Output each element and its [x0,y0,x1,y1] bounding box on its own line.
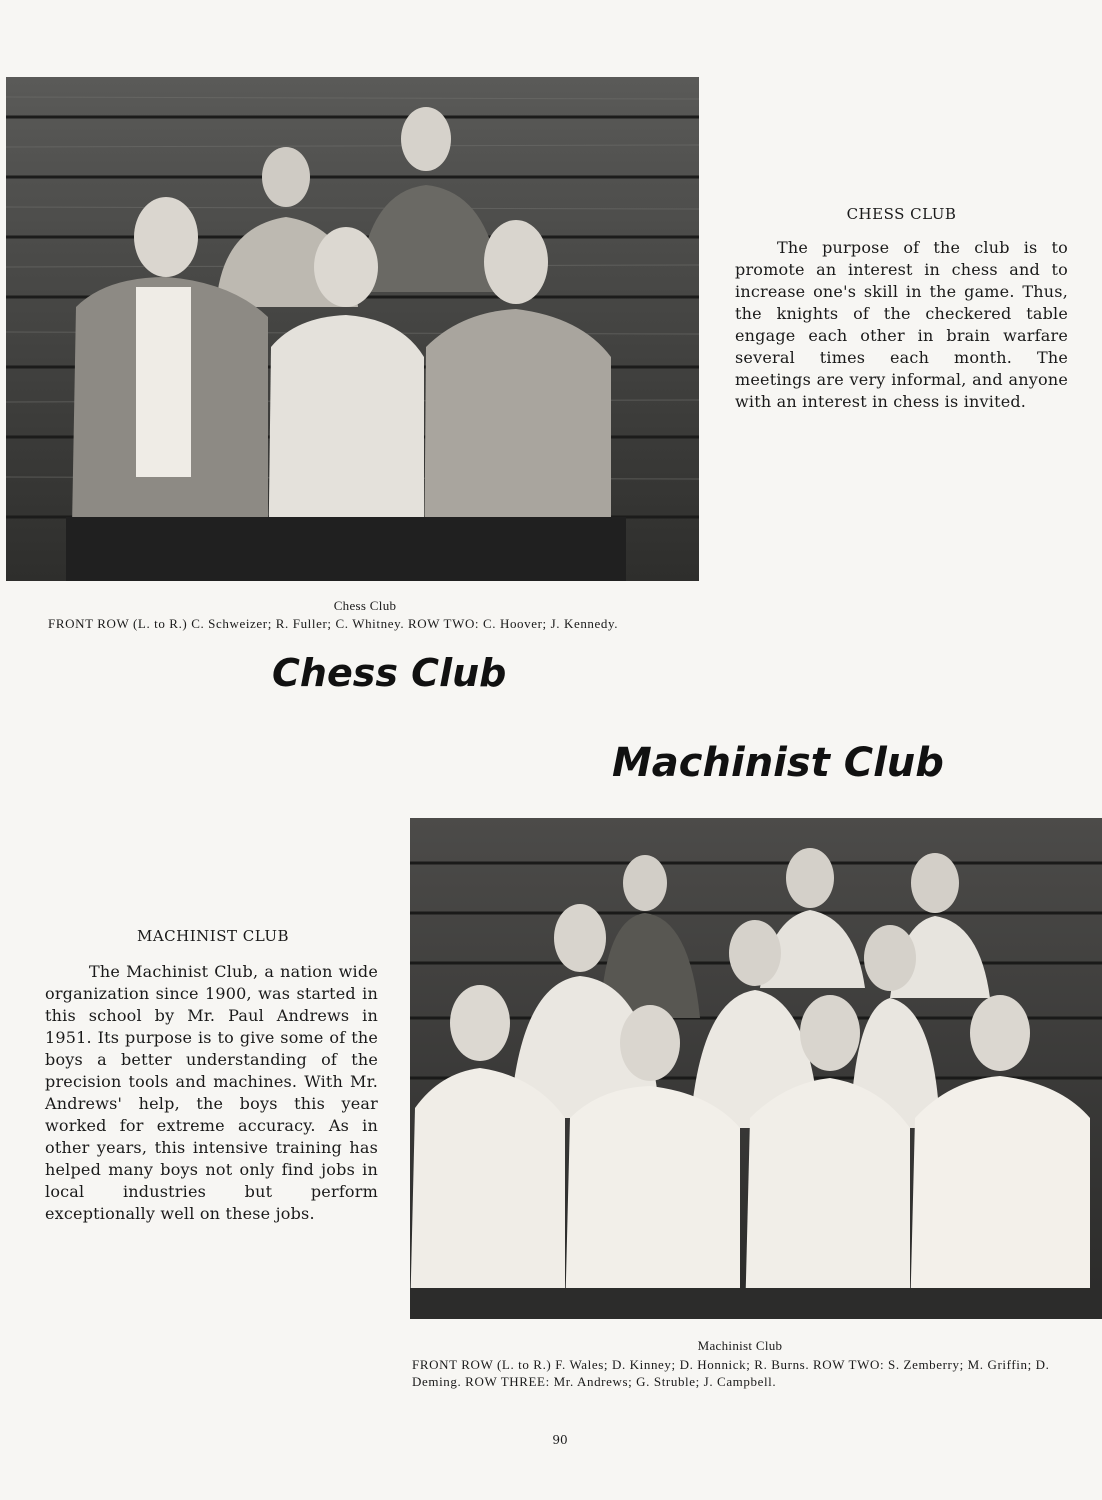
chess-club-photo [6,77,699,581]
machinist-club-photo [410,818,1102,1319]
machinist-club-description: The Machinist Club, a nation wide organization since 1900, was started in this school by Mr. Paul Andrews in 1951. Its purpose is to give some of the boys a better understanding of the precision tools and machines. With Mr. Andrews' help, the boys this year worked for extreme accuracy. As in other years, this intensive training has helped many boys not only find jobs in local industries but perform exceptionally well on these jobs. [45,962,378,1223]
machinist-photo-caption-title: Machinist Club [697,1338,783,1353]
chess-photo-caption-title: Chess Club [333,598,397,613]
chess-photo-caption-names: FRONT ROW (L. to R.) C. Schweizer; R. Fuller; C. Whitney. ROW TWO: C. Hoover; J. Kennedy. [48,616,619,631]
chess-club-description: The purpose of the club is to promote an interest in chess and to increase one's skill in the game. Thus, the knights of the checkered table engage each other in brain warfare several times each month. The meetings are very informal, and anyone with an interest in chess is invited. [735,238,1068,411]
chess-club-headline: Chess Club [272,651,507,695]
machinist-club-heading: MACHINIST CLUB [136,927,290,945]
chess-club-heading: CHESS CLUB [846,205,957,223]
machinist-photo-caption-names: FRONT ROW (L. to R.) F. Wales; D. Kinney; D. Honnick; R. Burns. ROW TWO: S. Zemberry; M. Griffin; D. Deming. ROW THREE: Mr. Andrews; G. Struble; J. Campbell. [412,1357,1050,1389]
machinist-club-headline: Machinist Club [612,740,944,786]
page-number: 90 [552,1433,568,1447]
